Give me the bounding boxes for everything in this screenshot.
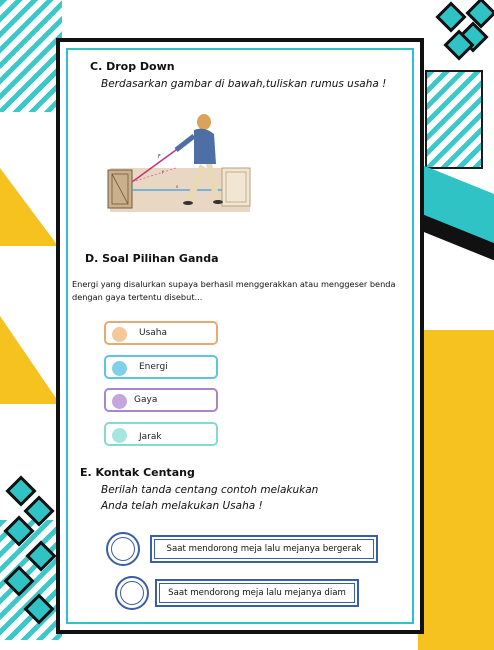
decor-yellow-right [418,330,494,650]
section-c-heading: C. Drop Down [90,60,175,73]
decor-stripes-right [425,70,483,169]
option-label: Energi [139,362,168,372]
option-label: Gaya [134,395,158,405]
option-marker-icon [112,361,127,376]
option-marker-icon [112,327,127,342]
section-e-instruction-line-2: Anda telah melakukan Usaha ! [101,500,263,512]
section-d-question [72,278,396,303]
decor-triangle-yellow [0,168,58,246]
checkbox-item-label-box[interactable] [155,579,359,607]
decor-checker [435,1,466,32]
option-label: Jarak [139,432,162,442]
question-line-1: Energi yang disalurkan supaya berhasil menggerakkan atau menggeser benda [72,279,396,289]
section-e-heading: E. Kontak Centang [80,466,195,479]
checkbox-item [115,576,371,612]
checkbox-item-label: Saat mendorong meja lalu mejanya bergerak [166,544,362,554]
distance-label: s [176,184,179,189]
option-gaya[interactable] [104,388,218,412]
option-label: Usaha [139,328,168,338]
checkbox-item-label: Saat mendorong meja lalu mejanya diam [168,588,346,598]
checkbox-item [106,532,378,568]
checkbox-item-label-box[interactable] [150,535,378,563]
option-marker-icon [112,428,127,443]
work-illustration [106,108,256,214]
section-e-instruction-line-1: Berilah tanda centang contoh melakukan [101,484,319,496]
decor-triangle-yellow-lower [0,316,60,404]
section-d-heading: D. Soal Pilihan Ganda [85,252,219,265]
option-energi[interactable] [104,355,218,379]
right-crate-image [222,168,250,206]
decor-stripes-top-left [0,0,62,112]
checkbox-circle[interactable] [106,532,140,566]
option-jarak[interactable] [104,422,218,446]
force-label: F [158,154,161,160]
section-c-instruction: Berdasarkan gambar di bawah,tuliskan rumus usaha ! [101,78,387,90]
friction-label: f [162,170,164,175]
option-marker-icon [112,394,127,409]
checkbox-circle[interactable] [115,576,149,610]
question-line-2: dengan gaya tertentu disebut... [72,291,203,302]
option-usaha[interactable] [104,321,218,345]
left-crate-image [108,170,132,208]
